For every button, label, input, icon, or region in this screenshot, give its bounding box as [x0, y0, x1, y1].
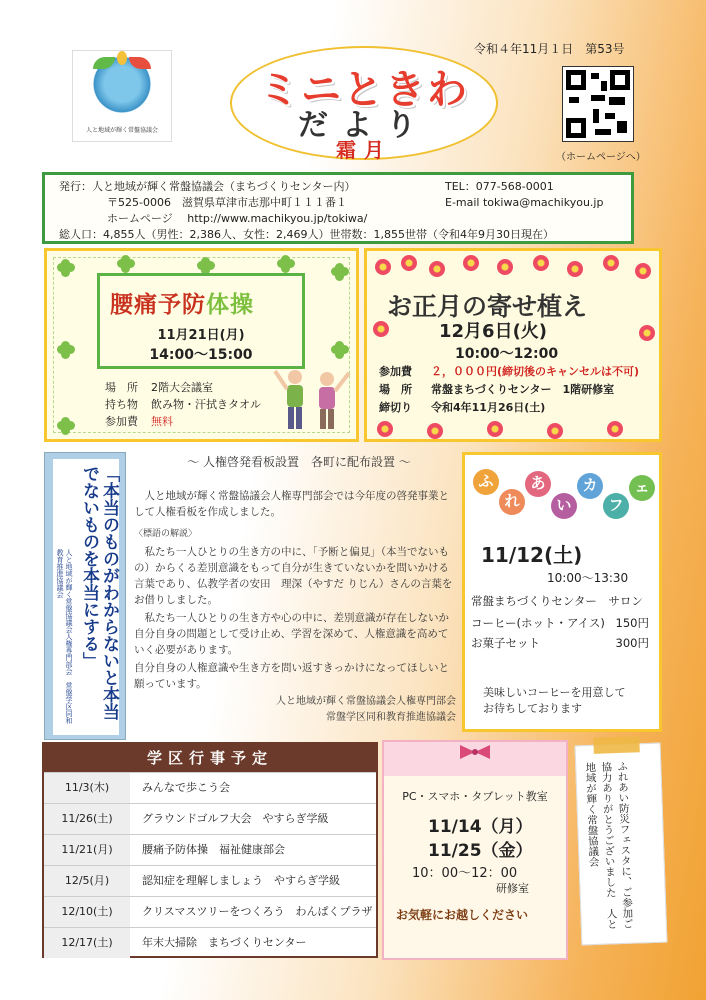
value-fee: ２，０００円(締切後のキャンセルは不可): [431, 365, 640, 378]
cafe-title-char: い: [551, 493, 577, 519]
event-time: 10:00〜12:00: [455, 346, 559, 362]
schedule-date: 12/17(土): [44, 928, 130, 958]
label-fee: 参加費: [105, 415, 138, 428]
human-rights-banner: [44, 452, 126, 740]
flower-icon: [567, 261, 583, 277]
article-paragraph: 人と地域が輝く常盤協議会人権専門部会では今年度の啓発事業として人権看板を作成しました。: [134, 490, 449, 518]
label-bring: 持ち物: [105, 398, 138, 411]
event-date: 11月21日(月): [157, 328, 245, 343]
clover-icon: [277, 255, 295, 273]
human-rights-article: [134, 454, 460, 730]
clover-icon: [331, 263, 349, 281]
event-details: [105, 379, 261, 430]
cafe-time: 10:00〜13:30: [547, 571, 629, 585]
clover-icon: [57, 341, 75, 359]
back-exercise-panel: [44, 248, 359, 442]
publisher-info-box: [42, 172, 634, 244]
cafe-title-char: カ: [577, 473, 603, 499]
month-name: 霜月: [336, 138, 392, 162]
flower-icon: [607, 421, 623, 437]
thanks-text: ふれあい防災フェスタに、ご参加ご協力ありがとうございました 人と地域が輝く常盤協議会: [584, 760, 634, 930]
title-oval: [230, 46, 498, 160]
pc-class-date: 11/14（月）: [428, 817, 533, 837]
pc-class-date: 11/25（金）: [428, 841, 533, 861]
cafe-title-char: フ: [603, 493, 629, 519]
flower-icon: [463, 255, 479, 271]
qr-code-icon[interactable]: [562, 66, 634, 142]
flower-icon: [487, 421, 503, 437]
label-deadline: 締切り: [379, 401, 412, 414]
menu-item-coffee: [471, 615, 649, 631]
value-place: 常盤まちづくりセンター 1階研修室: [431, 383, 615, 396]
newsletter-title-sub: だより: [298, 108, 430, 143]
flower-icon: [375, 259, 391, 275]
address-line: 〒525-0006 滋賀県草津市志那中町１１１番１: [107, 196, 347, 209]
pc-class-time: 10：00〜12：00: [412, 866, 518, 881]
event-date: 12月6日(火): [439, 321, 548, 342]
article-signature: 人と地域が輝く常盤協議会人権専門部会: [276, 696, 456, 707]
flower-icon: [547, 423, 563, 439]
logo-org-name: 人と地域が輝く常盤協議会: [85, 127, 158, 134]
thanks-note: [575, 743, 668, 946]
pc-class-panel: [382, 740, 568, 960]
new-year-planting-title: お正月の寄せ植え: [387, 292, 588, 321]
table-row: [44, 927, 376, 958]
schedule-event: 認知症を理解しましょう やすらぎ学級: [142, 874, 340, 887]
school-district-schedule: [42, 742, 378, 958]
clover-icon: [117, 255, 135, 273]
flower-icon: [497, 259, 513, 275]
flower-icon: [373, 321, 389, 337]
event-time: 14:00〜15:00: [149, 347, 253, 363]
table-row: [44, 865, 376, 896]
table-row: [44, 834, 376, 865]
cafe-title-char: ふ: [473, 469, 499, 495]
issue-number: 令和４年11月１日 第53号: [474, 42, 625, 56]
menu-item-name: お菓子セット: [471, 636, 540, 650]
article-heading: 〜 人権啓発看板設置 各町に配布設置 〜: [187, 455, 411, 469]
bud-icon: [117, 51, 127, 65]
table-row: [44, 896, 376, 927]
label-place: 場 所: [105, 381, 138, 394]
schedule-event: グラウンドゴルフ大会 やすらぎ学級: [142, 812, 329, 825]
back-exercise-title-box: [97, 273, 305, 369]
clover-icon: [57, 259, 75, 277]
schedule-event: 腰痛予防体操 福祉健康部会: [142, 843, 285, 856]
cafe-title-char: ェ: [629, 475, 655, 501]
value-bring: 飲み物・汗拭きタオル: [151, 398, 261, 411]
flower-icon: [377, 421, 393, 437]
cafe-note: 美味しいコーヒーを用意して お待ちしております: [483, 686, 626, 715]
menu-item-price: 300円: [615, 636, 649, 650]
menu-item-name: コーヒー(ホット・アイス): [471, 616, 605, 630]
schedule-event: 年末大掃除 まちづくりセンター: [142, 936, 307, 949]
article-paragraph: 私たち一人ひとりの生き方や心の中に、差別意識が存在しないか自分自身の問題として受け止め、学習を深めて、人権意識を高めていく必要があります。: [134, 612, 449, 656]
population-line: 総人口：4,855人（男性：2,386人、女性：2,469人）世帯数：1,855世帯（令和4年9月30日現在）: [59, 228, 554, 241]
table-row: [44, 772, 376, 803]
schedule-date: 12/5(月): [44, 866, 130, 896]
publisher-line: 発行：人と地域が輝く常盤協議会（まちづくりセンター内）: [59, 180, 356, 193]
newsletter-title: ミニときわ: [259, 67, 469, 113]
banner-slogan: 「本当のものがわからないと本当でないものを本当にする」: [79, 465, 119, 720]
tape-icon: [593, 736, 640, 754]
label-fee: 参加費: [379, 365, 412, 378]
fureai-cafe-panel: [462, 452, 662, 732]
exercising-people-icon: [273, 361, 351, 433]
flower-icon: [427, 423, 443, 439]
schedule-date: 11/3(木): [44, 773, 130, 803]
flower-icon: [635, 263, 651, 279]
schedule-date: 12/10(土): [44, 897, 130, 927]
article-subheading: 〈標語の解説〉: [134, 529, 198, 539]
schedule-event: クリスマスツリーをつくろう わんぱくプラザ: [142, 905, 373, 918]
value-deadline: 令和4年11月26日(土): [431, 401, 546, 414]
menu-item-price: 150円: [615, 616, 649, 630]
website-url[interactable]: ホームページ http://www.machikyou.jp/tokiwa/: [107, 212, 368, 225]
schedule-date: 11/21(月): [44, 835, 130, 865]
cafe-title: [471, 463, 657, 533]
flower-icon: [533, 255, 549, 271]
ribbon-bow-icon: [458, 744, 492, 760]
schedule-date: 11/26(土): [44, 804, 130, 834]
email-address: E-mail tokiwa@machikyou.jp: [445, 196, 604, 209]
schedule-event: みんなで歩こう会: [142, 781, 230, 794]
cafe-title-char: れ: [499, 489, 525, 515]
label-place: 場 所: [379, 383, 412, 396]
article-paragraph: 自分自身の人権意識や生き方を問い返すきっかけになってほしいと願っています。: [134, 662, 449, 690]
value-place: 2階大会議室: [151, 381, 213, 394]
value-fee: 無料: [151, 415, 173, 428]
pc-class-footer: お気軽にお越しください: [396, 908, 529, 922]
event-details: [379, 363, 639, 417]
logo: [72, 50, 172, 142]
cafe-date: 11/12(土): [481, 543, 583, 567]
clover-icon: [57, 417, 75, 435]
article-signature: 常盤学区同和教育推進協議会: [326, 712, 456, 723]
cafe-title-char: あ: [525, 471, 551, 497]
flower-icon: [639, 325, 655, 341]
clover-icon: [331, 341, 349, 359]
banner-inner: [53, 459, 119, 735]
banner-organizer: 人と地域が輝く常盤協議会人権専門部会 常盤学区同和教育推進協議会: [56, 549, 73, 724]
phone-number: TEL：077-568-0001: [445, 180, 554, 193]
pc-class-title: PC・スマホ・タブレット教室: [402, 790, 548, 803]
flower-icon: [401, 255, 417, 271]
table-row: [44, 803, 376, 834]
article-paragraph: 私たち一人ひとりの生き方の中に、「予断と偏見」（本当でないもの）からくる差別意識をもって自分が生きていないかを問いかける言葉であり、仏教学者の安田 理深（やすだ りじん）さんの言葉をお借りしました。: [134, 546, 453, 606]
qr-caption: （ホームページへ）: [556, 152, 646, 163]
flower-icon: [429, 261, 445, 277]
new-year-planting-panel: [364, 248, 662, 442]
schedule-title: 学区行事予定: [44, 744, 376, 772]
flower-icon: [603, 255, 619, 271]
menu-item-sweets: [471, 635, 649, 651]
cafe-place: 常盤まちづくりセンター サロン: [471, 594, 643, 608]
back-exercise-title: 腰痛予防体操: [110, 292, 254, 318]
pc-class-room: 研修室: [496, 882, 529, 895]
